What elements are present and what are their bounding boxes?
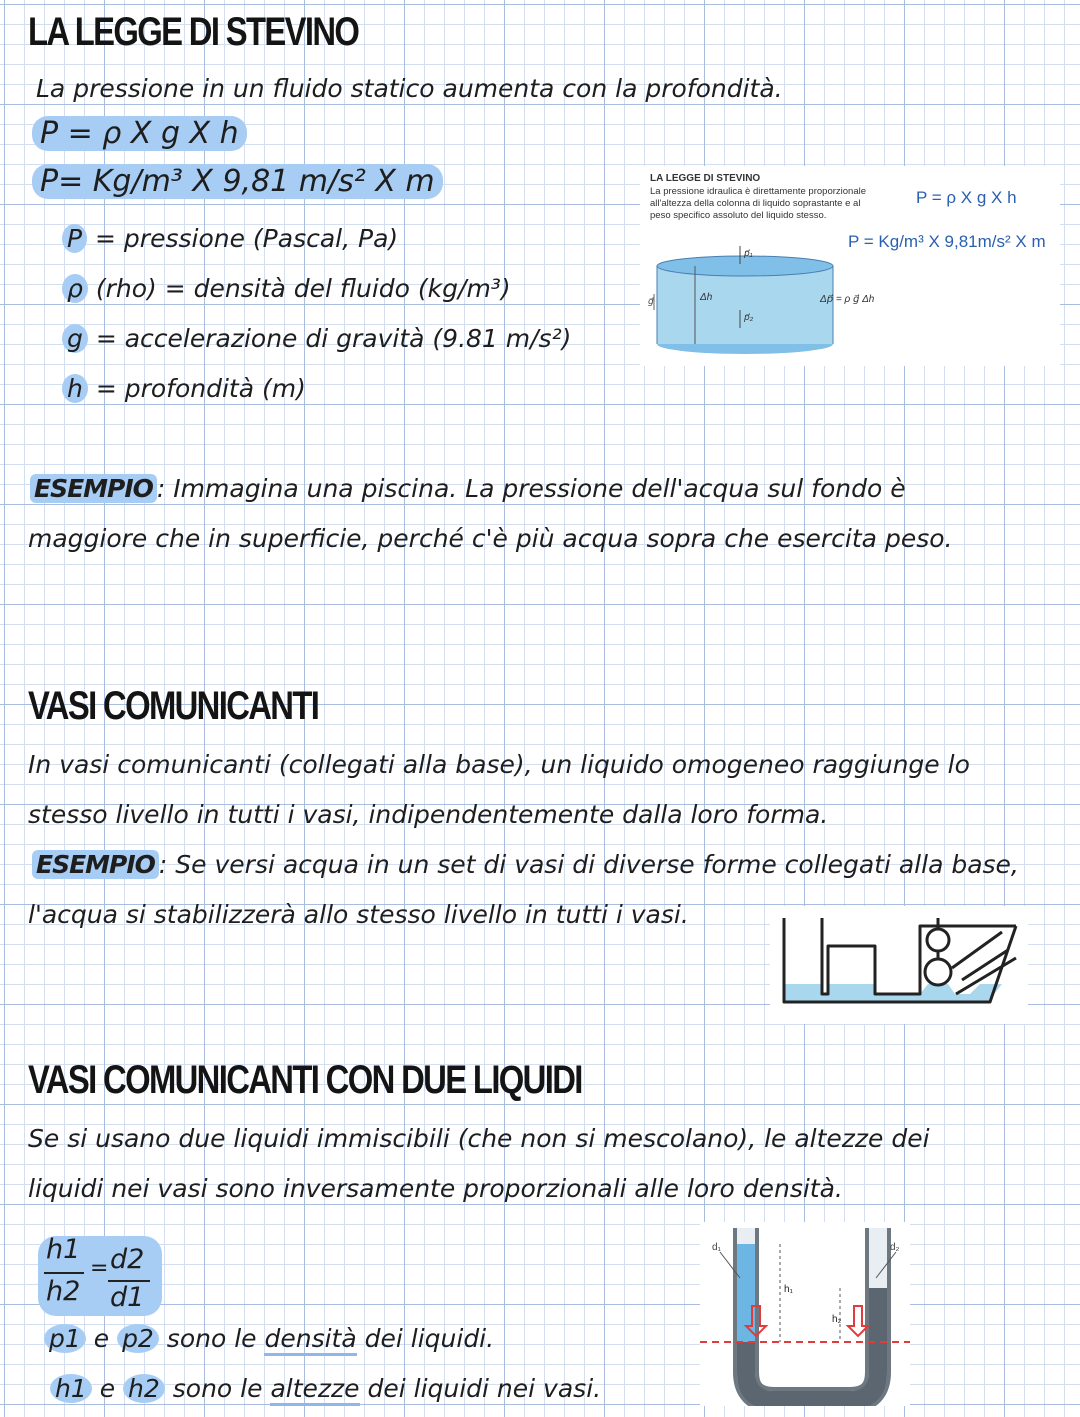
example-label: ESEMPIO [30,474,157,503]
definition-p [62,224,398,253]
note-text: dei liquidi nei vasi. [359,1374,602,1403]
note-text: e [91,1374,124,1403]
definition-rho [62,274,511,303]
fraction-bar-left [44,1272,84,1274]
definition-g [62,324,571,353]
formula-2 [32,164,443,199]
note-text: e [85,1324,118,1353]
figure-description-line: peso specifico assoluto del liquido stesso. [650,210,827,221]
u-tube-figure [700,1222,910,1406]
vasi-title: VASI COMUNICANTI [28,684,319,728]
label-d1: d₁ [712,1242,721,1253]
figure-title: LA LEGGE DI STEVINO [650,173,761,184]
formula-2-text: P= Kg/m³ X 9,81 m/s² X m [32,164,443,199]
fraction-h1: h1 [46,1234,81,1265]
note-text: dei liquidi. [356,1324,495,1353]
label-p2: p⃗₂ [744,312,754,322]
vasi-example-line2: l'acqua si stabilizzerà allo stesso livello in tutti i vasi. [28,900,689,929]
stevino-intro: La pressione in un fluido statico aumenta con la profondità. [36,74,783,103]
stevino-figure [640,166,1060,366]
formula-1-text: P = ρ X g X h [32,116,247,151]
example-text: : Immagina una piscina. La pressione dell'acqua sul fondo è [156,474,906,503]
label-h1: h₁ [784,1284,793,1295]
note-symbol: h2 [123,1374,165,1403]
label-d2: d₂ [890,1242,900,1253]
definition-text: = pressione (Pascal, Pa) [95,224,399,253]
example-text: : Se versi acqua in un set di vasi di diverse forme collegati alla base, [158,850,1019,879]
label-p1: p⃗₁ [744,248,753,258]
due-line2: liquidi nei vasi sono inversamente proporzionali alle loro densità. [28,1174,843,1203]
note-heights [50,1374,601,1403]
definition-symbol: g [62,324,88,353]
definition-text: = profondità (m) [95,374,306,403]
definition-symbol: P [62,224,87,253]
note-symbol: p1 [44,1324,86,1353]
figure-description-line: La pressione idraulica è direttamente proporzionale [650,186,866,197]
label-h2: h₂ [832,1314,842,1325]
stevino-title: LA LEGGE DI STEVINO [28,10,359,54]
u-tube-diagram [700,1222,910,1406]
stevino-example-line1 [30,474,906,503]
definition-text: = accelerazione di gravità (9.81 m/s²) [95,324,572,353]
vasi-example-line1 [32,850,1019,879]
note-densities [44,1324,494,1353]
formula-1 [32,116,247,151]
label-gravity: g⃗ [648,296,654,306]
fraction-d2: d2 [110,1244,145,1275]
example-label: ESEMPIO [32,850,159,879]
note-symbol: h1 [50,1374,92,1403]
vasi-line1: In vasi comunicanti (collegati alla base), un liquido omogeneo raggiunge lo [28,750,970,779]
vessels-diagram [770,906,1028,1024]
figure-formula-b: P = Kg/m³ X 9,81m/s² X m [848,232,1046,251]
fraction-h2: h2 [46,1276,81,1307]
due-line1: Se si usano due liquidi immiscibili (che non si mescolano), le altezze dei [28,1124,930,1153]
note-text: sono le [158,1324,265,1353]
label-delta-h: Δh [700,292,713,303]
definition-h [62,374,306,403]
communicating-vessels-figure [770,906,1028,1024]
figure-formula-a: P = ρ X g X h [916,188,1017,207]
fraction-equals: = [90,1256,109,1281]
note-underlined: altezze [270,1374,359,1406]
definition-text: (rho) = densità del fluido (kg/m³) [95,274,511,303]
stevino-example-line2: maggiore che in superficie, perché c'è più acqua sopra che esercita peso. [28,524,953,553]
vasi-line2: stesso livello in tutti i vasi, indipendentemente dalla loro forma. [28,800,829,829]
note-underlined: densità [264,1324,356,1356]
note-text: sono le [164,1374,271,1403]
figure-description [650,186,866,222]
fraction-d1: d1 [110,1282,145,1313]
figure-description-line: all'altezza della colonna di liquido soprastante e al [650,198,861,209]
definition-symbol: ρ [62,274,88,303]
definition-symbol: h [62,374,88,403]
due-title: VASI COMUNICANTI CON DUE LIQUIDI [28,1058,582,1102]
label-delta-p: Δp⃗ = ρ g⃗ Δh [820,294,875,305]
note-symbol: p2 [117,1324,159,1353]
